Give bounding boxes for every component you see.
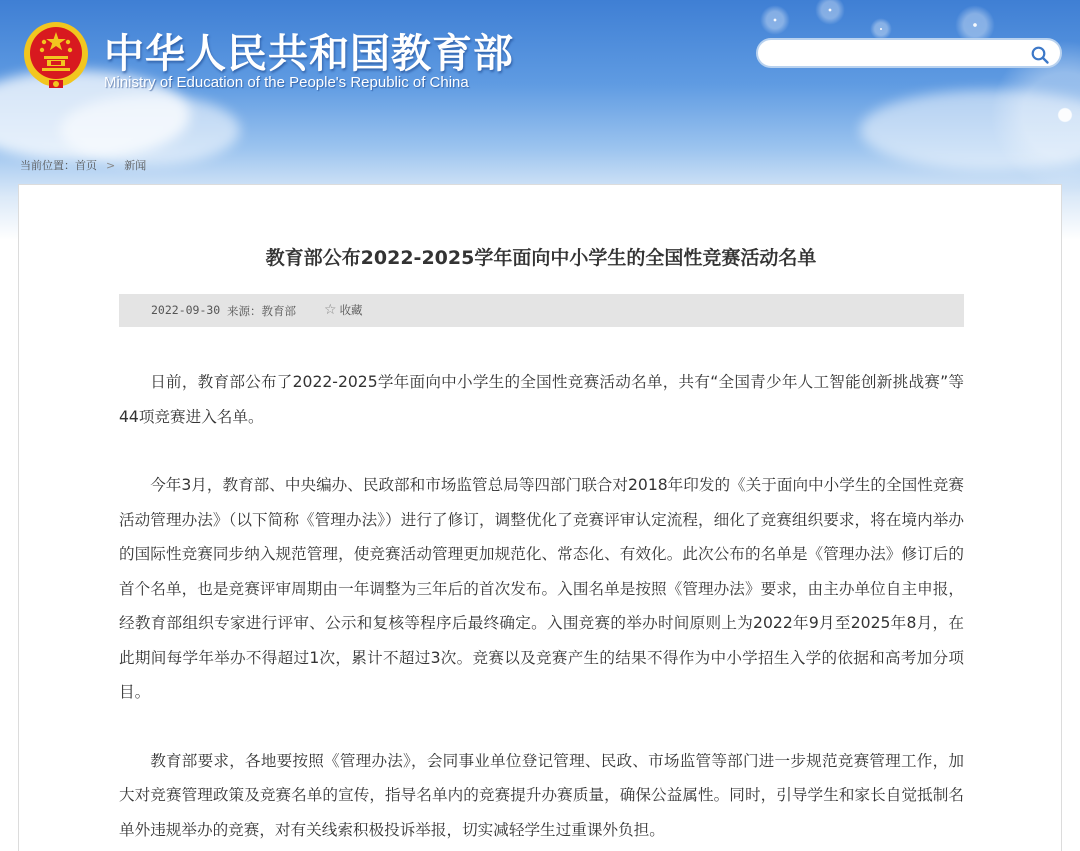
star-icon: ☆ <box>324 302 337 318</box>
article-paragraph: 日前，教育部公布了2022-2025学年面向中小学生的全国性竞赛活动名单，共有“全国青少年人工智能创新挑战赛”等44项竞赛进入名单。 <box>119 373 964 426</box>
breadcrumb-news-link[interactable]: 新闻 <box>124 159 147 172</box>
breadcrumb <box>20 157 146 173</box>
breadcrumb-label: 当前位置： <box>20 159 75 172</box>
article-paragraph: 教育部要求，各地要按照《管理办法》，会同事业单位登记管理、民政、市场监管等部门进一步规范竞赛管理工作，加大对竞赛管理政策及竞赛名单的宣传，指导名单内的竞赛提升办赛质量，确保公益属性。同时，引导学生和家长自觉抵制名单外违规举办的竞赛，对有关线索积极投诉举报，切实减轻学生过重课外负担。 <box>119 751 964 839</box>
publish-date: 2022-09-30 <box>151 303 221 317</box>
breadcrumb-home-link[interactable]: 首页 <box>75 159 97 172</box>
dandelion-decoration <box>815 0 845 25</box>
article-paragraph: 今年3月，教育部、中央编办、民政部和市场监管总局等四部门联合对2018年印发的《关于面向中小学生的全国性竞赛活动管理办法》（以下简称《管理办法》）进行了修订，调整优化了竞赛评审认定流程，细化了竞赛组织要求，将在境内举办的国际性竞赛同步纳入规范管理，使竞赛活动管理更加规范化、常态化、有效化。此次公布的名单是《管理办法》修订后的首个名单，也是竞赛评审周期由一年调整为三年后的首次发布。入围名单是按照《管理办法》要求，由主办单位自主申报，经教育部组织专家进行评审、公示和复核等程序后最终确定。入围竞赛的举办时间原则上为2022年9月至2025年8月，在此期间每学年举办不得超过1次，累计不超过3次。竞赛以及竞赛产生的结果不得作为中小学招生入学的依据和高考加分项目。 <box>119 476 964 701</box>
favorite-button[interactable] <box>324 302 363 318</box>
site-title[interactable]: 中华人民共和国教育部 <box>104 31 514 77</box>
search-icon[interactable] <box>1030 45 1050 65</box>
cloud-decoration <box>60 95 240 165</box>
site-subtitle[interactable]: Ministry of Education of the People's Republic of China <box>104 74 469 91</box>
favorite-label: 收藏 <box>339 303 363 317</box>
article-container <box>18 184 1062 851</box>
dandelion-decoration <box>870 18 892 40</box>
national-emblem-logo[interactable] <box>22 20 90 90</box>
article-source: 来源：教育部 <box>227 304 296 318</box>
article-body <box>119 365 964 851</box>
search-input[interactable] <box>770 44 1020 64</box>
dandelion-decoration <box>760 5 790 35</box>
search-box <box>756 38 1062 68</box>
article-meta-bar <box>119 294 964 327</box>
article-title: 教育部公布2022-2025学年面向中小学生的全国性竞赛活动名单 <box>265 247 817 269</box>
breadcrumb-separator: > <box>106 159 116 172</box>
